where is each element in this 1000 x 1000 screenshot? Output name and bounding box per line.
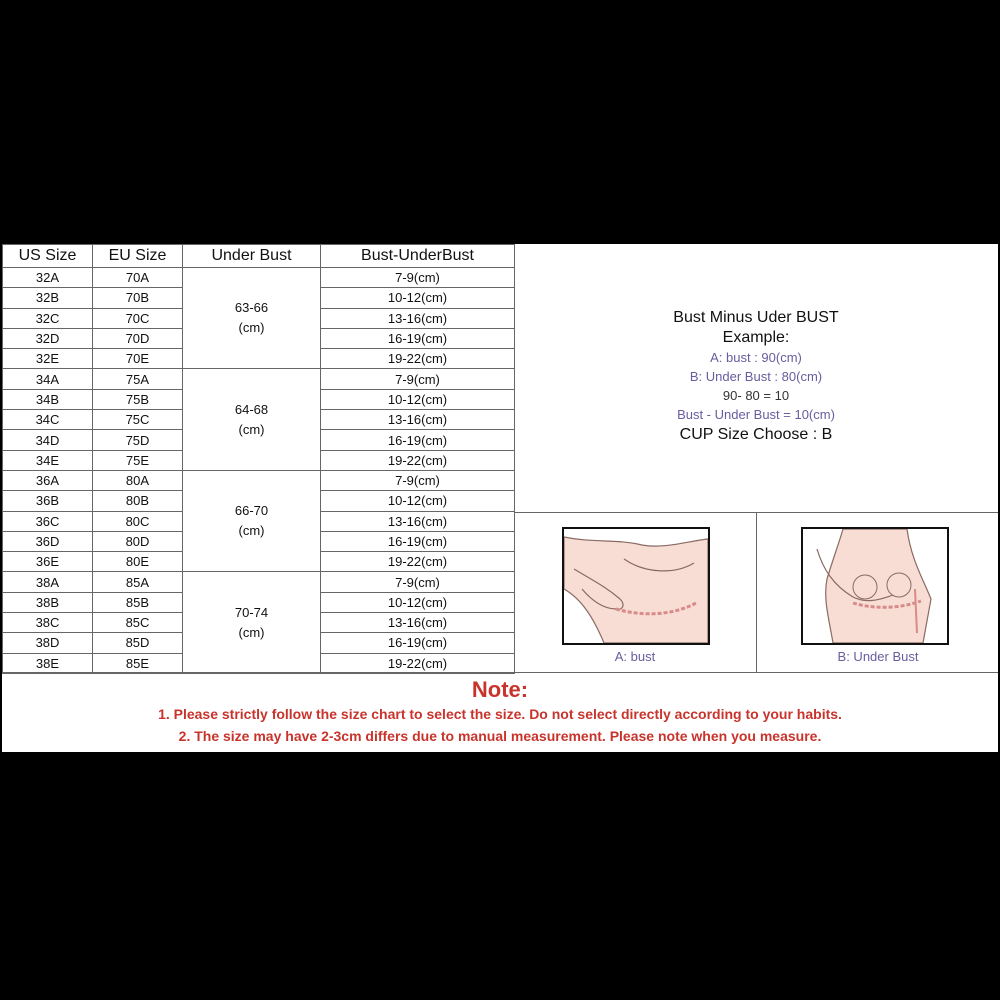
example-panel [514,244,998,512]
bust-diff-cell: 13-16(cm) [321,410,515,430]
bust-diff-cell: 7-9(cm) [321,572,515,592]
table-row [3,470,515,490]
eu-size-cell: 70E [93,349,183,369]
bust-diff-cell: 16-19(cm) [321,531,515,551]
bust-diff-cell: 13-16(cm) [321,308,515,328]
example-bust-line: A: bust : 90(cm) [710,350,802,365]
eu-size-cell: 75A [93,369,183,389]
bust-diff-cell: 7-9(cm) [321,268,515,288]
eu-size-cell: 80E [93,552,183,572]
bust-figure [514,513,757,673]
eu-size-cell: 70C [93,308,183,328]
us-size-cell: 38D [3,633,93,653]
size-table-body [3,268,515,674]
under-bust-range: 64-68 [234,401,269,417]
eu-size-cell: 80D [93,531,183,551]
eu-size-cell: 80B [93,491,183,511]
us-size-cell: 34A [3,369,93,389]
eu-size-cell: 85C [93,613,183,633]
header-bust-underbust: Bust-UnderBust [321,245,515,268]
under-bust-range: 70-74 [234,604,269,620]
eu-size-cell: 75B [93,389,183,409]
eu-size-cell: 85A [93,572,183,592]
under-bust-cell [183,470,321,571]
example-label: Example: [722,329,790,346]
under-bust-caption: B: Under Bust [837,649,919,664]
under-bust-range: 63-66 [234,300,269,316]
bust-diff-cell: 10-12(cm) [321,592,515,612]
example-heading: Bust Minus Uder BUST [673,309,839,326]
under-bust-range: 66-70 [234,503,269,519]
bust-diff-cell: 7-9(cm) [321,369,515,389]
us-size-cell: 38E [3,653,93,673]
size-chart [2,244,998,752]
us-size-cell: 36B [3,491,93,511]
eu-size-cell: 80A [93,470,183,490]
bust-diff-cell: 19-22(cm) [321,552,515,572]
bust-diff-cell: 10-12(cm) [321,288,515,308]
bust-diff-cell: 16-19(cm) [321,328,515,348]
under-bust-cell [183,572,321,673]
under-bust-unit: (cm) [238,624,265,640]
bust-illustration [562,527,710,645]
us-size-cell: 38B [3,592,93,612]
eu-size-cell: 85E [93,653,183,673]
example-result-line: Bust - Under Bust = 10(cm) [677,407,835,422]
us-size-cell: 34D [3,430,93,450]
note-line-2: 2. The size may have 2-3cm differs due to manual measurement. Please note when you measure. [178,728,822,744]
measurement-figures [514,512,998,673]
table-row [3,572,515,592]
bust-caption: A: bust [614,649,656,664]
bust-diff-cell: 7-9(cm) [321,470,515,490]
bust-diff-cell: 16-19(cm) [321,430,515,450]
size-table [2,244,515,674]
us-size-cell: 32E [3,349,93,369]
table-row [3,369,515,389]
us-size-cell: 34C [3,410,93,430]
example-choose-line: CUP Size Choose : B [679,426,833,443]
us-size-cell: 36E [3,552,93,572]
us-size-cell: 34E [3,450,93,470]
example-under-line: B: Under Bust : 80(cm) [689,369,823,384]
note-title: Note: [471,677,529,702]
bust-diff-cell: 13-16(cm) [321,613,515,633]
under-bust-unit: (cm) [238,320,265,336]
us-size-cell: 36C [3,511,93,531]
under-bust-unit: (cm) [238,421,265,437]
us-size-cell: 38A [3,572,93,592]
under-bust-unit: (cm) [238,523,265,539]
eu-size-cell: 70A [93,268,183,288]
bust-diff-cell: 10-12(cm) [321,389,515,409]
us-size-cell: 32C [3,308,93,328]
eu-size-cell: 75C [93,410,183,430]
eu-size-cell: 75D [93,430,183,450]
bust-diff-cell: 19-22(cm) [321,349,515,369]
header-us-size: US Size [3,245,93,268]
eu-size-cell: 75E [93,450,183,470]
us-size-cell: 38C [3,613,93,633]
us-size-cell: 32A [3,268,93,288]
us-size-cell: 34B [3,389,93,409]
eu-size-cell: 80C [93,511,183,531]
under-bust-figure [757,513,999,673]
us-size-cell: 36A [3,470,93,490]
us-size-cell: 32B [3,288,93,308]
under-bust-cell [183,369,321,470]
header-eu-size: EU Size [93,245,183,268]
under-bust-cell [183,268,321,369]
table-header-row [3,245,515,268]
bust-diff-cell: 13-16(cm) [321,511,515,531]
us-size-cell: 36D [3,531,93,551]
table-row [3,268,515,288]
header-under-bust: Under Bust [183,245,321,268]
example-calc-line: 90- 80 = 10 [722,388,790,403]
eu-size-cell: 85B [93,592,183,612]
bust-diff-cell: 19-22(cm) [321,450,515,470]
bust-diff-cell: 19-22(cm) [321,653,515,673]
note-section [2,672,998,753]
note-line-1: 1. Please strictly follow the size chart to select the size. Do not select directly according to your habits. [158,706,842,722]
under-bust-illustration [801,527,949,645]
us-size-cell: 32D [3,328,93,348]
bust-diff-cell: 10-12(cm) [321,491,515,511]
bust-diff-cell: 16-19(cm) [321,633,515,653]
eu-size-cell: 70D [93,328,183,348]
eu-size-cell: 70B [93,288,183,308]
eu-size-cell: 85D [93,633,183,653]
